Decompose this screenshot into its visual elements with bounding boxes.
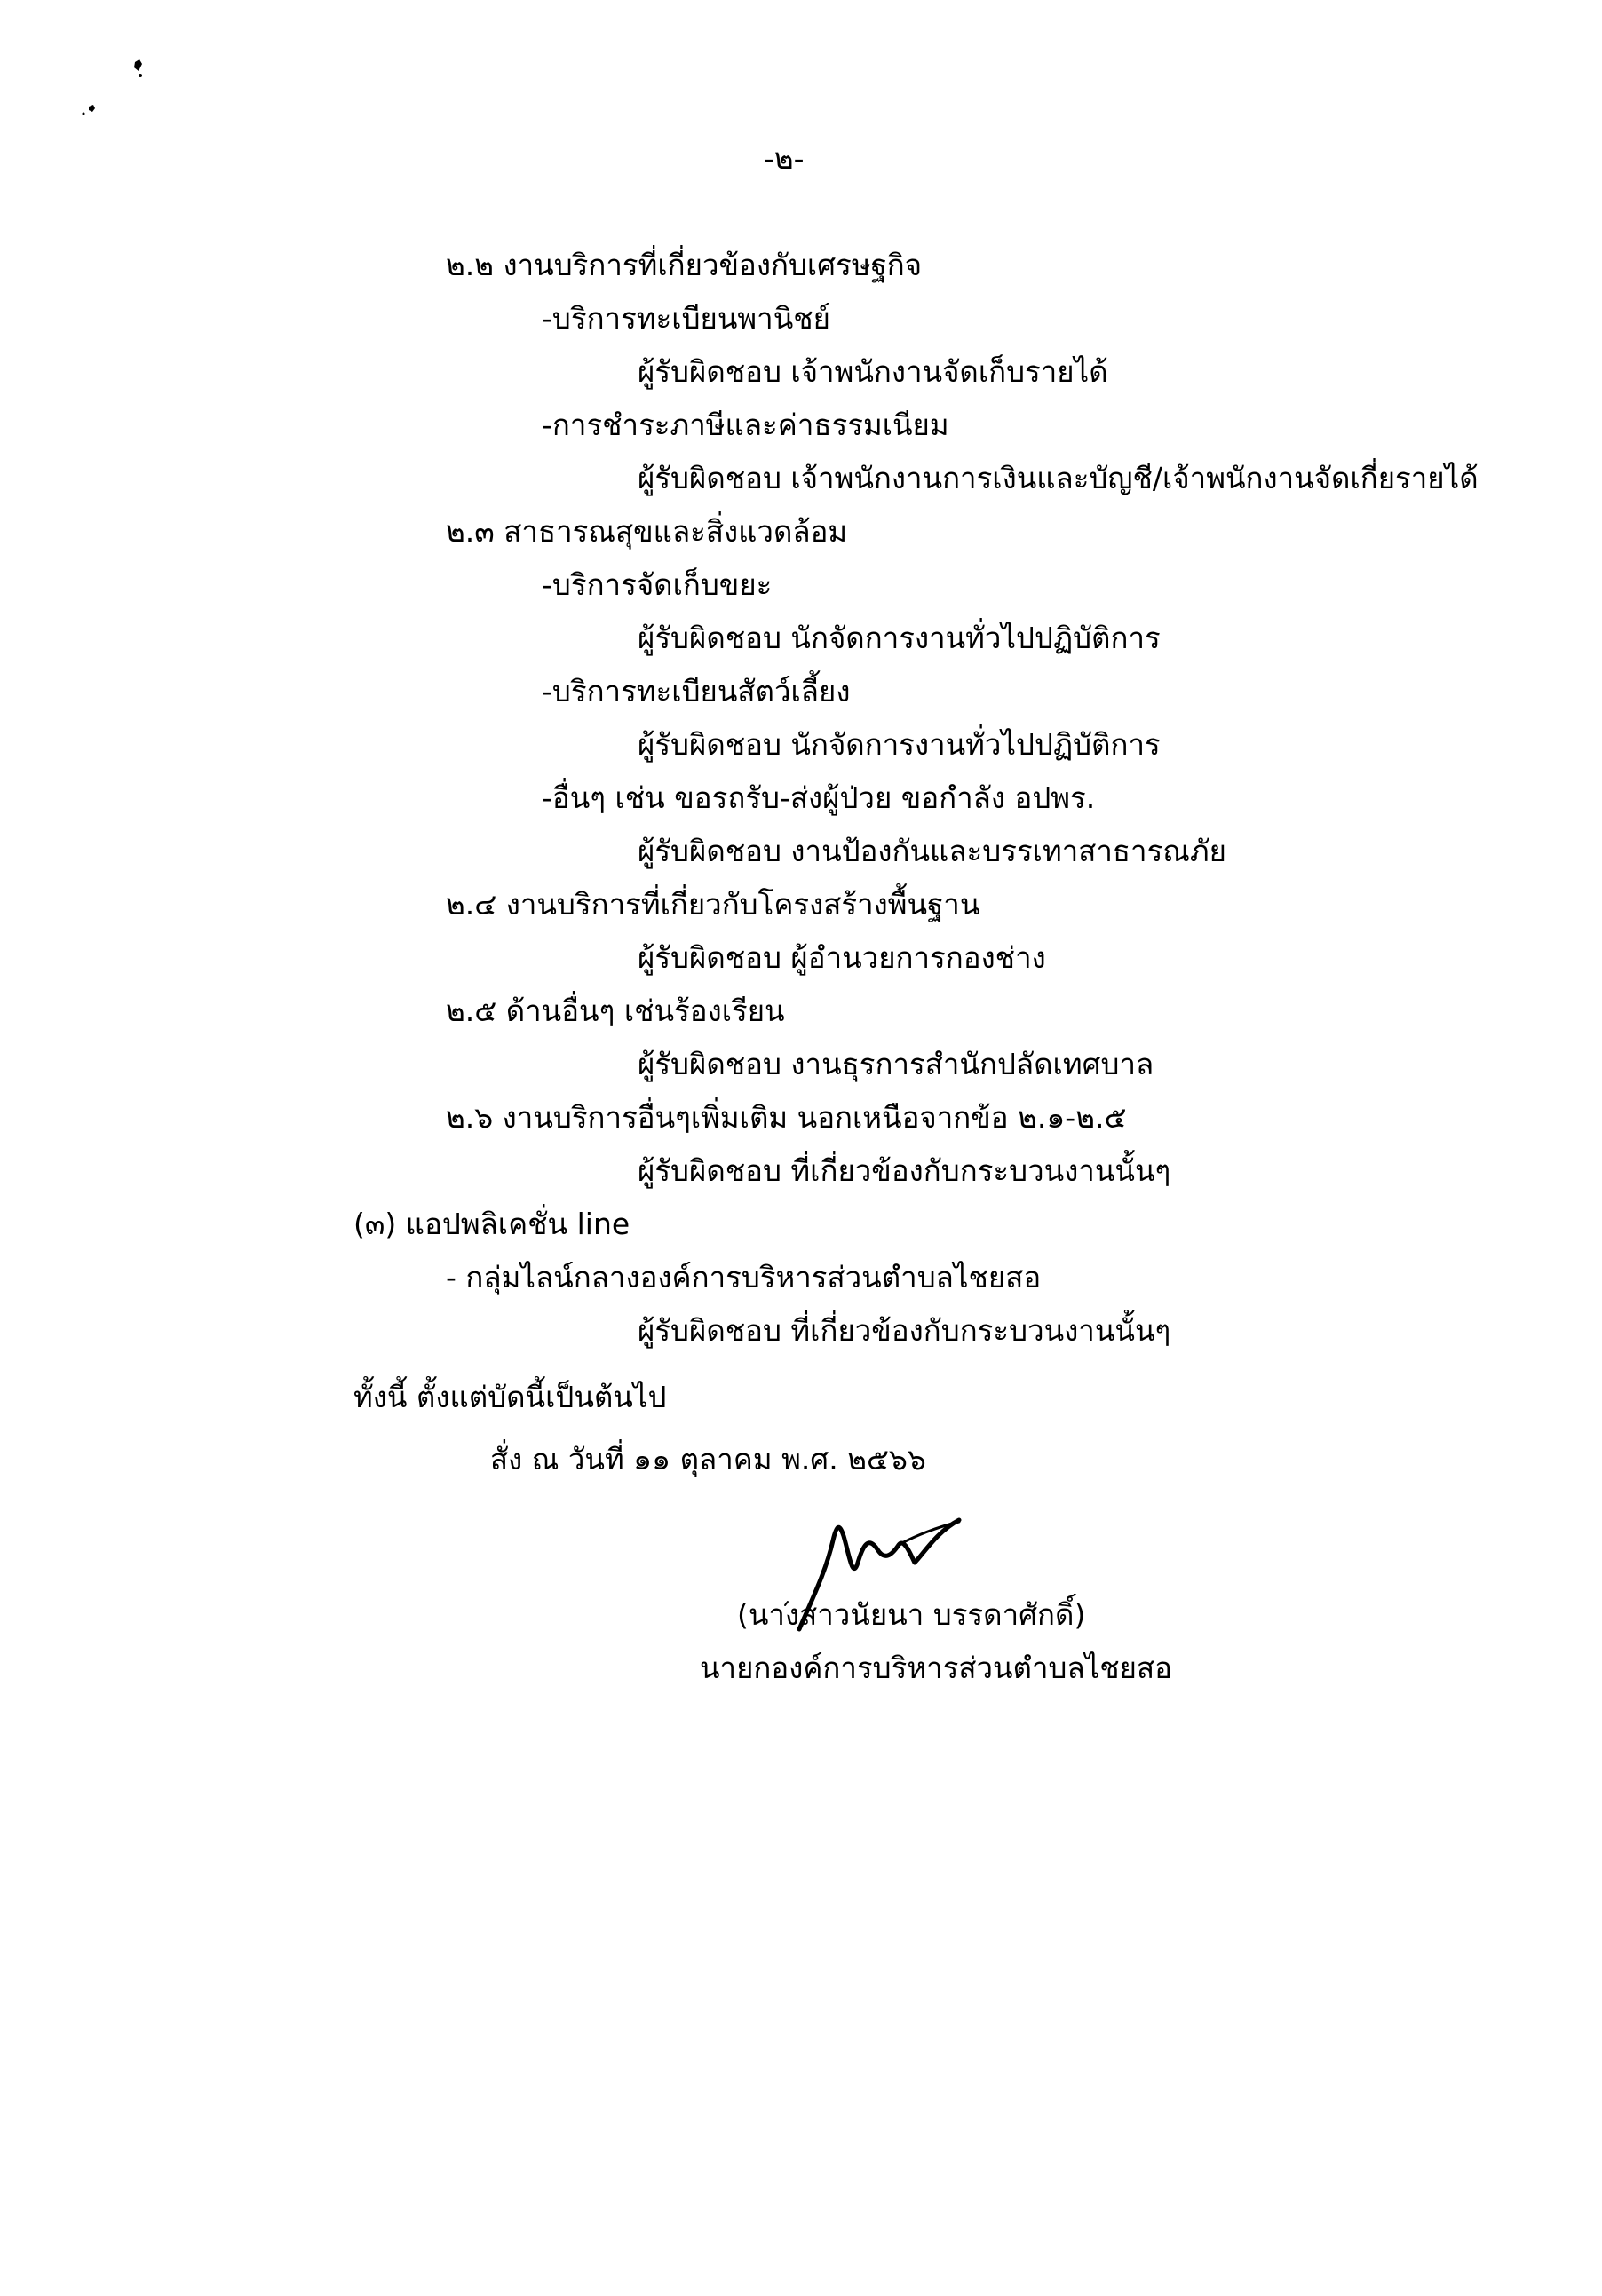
item-other-services: -อื่นๆ เช่น ขอรถรับ-ส่งผู้ป่วย ขอกำลัง อปพร. [542, 780, 1096, 815]
responsible-line: ผู้รับผิดชอบ ที่เกี่ยวข้องกับกระบวนงานนั้นๆ [638, 1153, 1171, 1188]
section-heading-2-3: ๒.๓ สาธารณสุขและสิ่งแวดล้อม [446, 514, 848, 549]
section-heading-2-4: ๒.๔ งานบริการที่เกี่ยวกับโครงสร้างพื้นฐาน [446, 887, 980, 922]
item-commercial-registration: -บริการทะเบียนพานิชย์ [542, 301, 830, 336]
item-tax-payment: -การชำระภาษีและค่าธรรมเนียม [542, 408, 949, 442]
responsible-line: ผู้รับผิดชอบ เจ้าพนักงานจัดเก็บรายได้ [638, 354, 1108, 389]
item-waste-collection: -บริการจัดเก็บขยะ [542, 567, 773, 602]
section-heading-2-6: ๒.๖ งานบริการอื่นๆเพิ่มเติม นอกเหนือจากข้อ ๒.๑-๒.๕ [446, 1100, 1127, 1135]
responsible-line: ผู้รับผิดชอบ งานป้องกันและบรรเทาสาธารณภัย [638, 834, 1226, 868]
page-number: -๒- [764, 141, 805, 176]
item-pet-registration: -บริการทะเบียนสัตว์เลี้ยง [542, 674, 851, 709]
signer-name: (นางสาวนัยนา บรรดาศักดิ์) [737, 1597, 1086, 1632]
effective-statement: ทั้งนี้ ตั้งแต่บัดนี้เป็นต้นไป [353, 1380, 667, 1414]
section-heading-2-2: ๒.๒ งานบริการที่เกี่ยวข้องกับเศรษฐกิจ [446, 248, 923, 282]
responsible-line: ผู้รับผิดชอบ ที่เกี่ยวข้องกับกระบวนงานนั้นๆ [638, 1313, 1171, 1348]
responsible-line: ผู้รับผิดชอบ ผู้อำนวยการกองช่าง [638, 940, 1046, 975]
scan-specks [71, 53, 160, 133]
responsible-line: ผู้รับผิดชอบ งานธุรการสำนักปลัดเทศบาล [638, 1047, 1154, 1081]
responsible-line: ผู้รับผิดชอบ เจ้าพนักงานการเงินและบัญชี/เจ้าพนักงานจัดเกี่ยรายได้ [638, 461, 1479, 495]
responsible-line: ผู้รับผิดชอบ นักจัดการงานทั่วไปปฏิบัติการ [638, 727, 1161, 762]
signer-title: นายกองค์การบริหารส่วนตำบลไชยสอ [700, 1651, 1172, 1685]
responsible-line: ผู้รับผิดชอบ นักจัดการงานทั่วไปปฏิบัติการ [638, 621, 1161, 655]
order-date: สั่ง ณ วันที่ ๑๑ ตุลาคม พ.ศ. ๒๕๖๖ [490, 1442, 926, 1477]
item-line-group: - กลุ่มไลน์กลางองค์การบริหารส่วนตำบลไชยสอ [446, 1260, 1042, 1294]
section-heading-3: (๓) แอปพลิเคชั่น line [353, 1207, 630, 1241]
section-heading-2-5: ๒.๕ ด้านอื่นๆ เช่นร้องเรียน [446, 994, 785, 1028]
